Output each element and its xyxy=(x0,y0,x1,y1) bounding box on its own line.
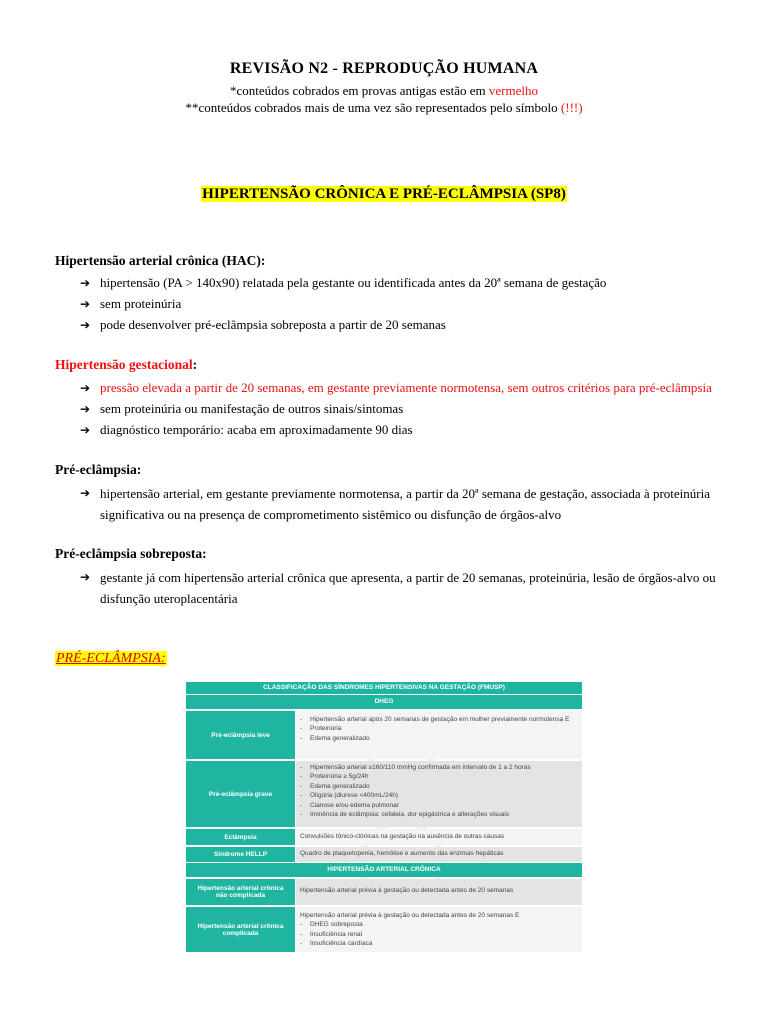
arrow-icon: ➔ xyxy=(80,423,91,437)
row-label-grave: Pré-eclâmpsia grave xyxy=(186,761,295,827)
list-item: ➔ hipertensão (PA > 140x90) relatada pela gestante ou identificada antes da 20ª semana de gestação xyxy=(80,272,606,294)
preeclampsia-subtitle: PRÉ-ECLÂMPSIA: xyxy=(56,651,166,666)
list-item: ➔ hipertensão arterial, em gestante previamente normotensa, a partir da 20ª semana de gestação, associada à proteinúria significativa ou na presença de comprometimento sistêmico ou disfunção de órgãos-alvo xyxy=(80,482,720,525)
table-group-hac: HIPERTENSÃO ARTERIAL CRÔNICA xyxy=(186,863,582,877)
row-content-eclampsia: Convulsões tônico-clônicas na gestação na ausência de outras causas xyxy=(296,829,582,845)
gestacional-heading: Hipertensão gestacional: xyxy=(55,357,198,372)
list-item: ➔ diagnóstico temporário: acaba em aproximadamente 90 dias xyxy=(80,419,413,441)
list-item: ➔ pode desenvolver pré-eclâmpsia sobreposta a partir de 20 semanas xyxy=(80,314,446,336)
list-item: ➔ pressão elevada a partir de 20 semanas, em gestante previamente normotensa, sem outros critérios para pré-eclâmpsia xyxy=(80,377,712,399)
row-content-grave: - Hipertensão arterial ≥160/110 mmHg confirmada em intervalo de 1 a 2 horas - Proteinúria ≥ 5g/24h - Edema generalizado - Oligúria (diurese <400mL/24h) - Cianose e/ou edema pulmonar - Iminência de eclâmpsia: cefaleia, dor epigástrica e alterações visuais xyxy=(296,761,582,827)
row-label-nao-complicada: Hipertensão arterial crônica não complicada xyxy=(186,879,295,905)
row-label-hellp: Síndrome HELLP xyxy=(186,847,295,862)
note-red-content: *conteúdos cobrados em provas antigas estão em vermelho xyxy=(230,83,538,98)
sobreposta-heading: Pré-eclâmpsia sobreposta: xyxy=(55,546,207,561)
arrow-icon: ➔ xyxy=(80,402,91,416)
hac-heading: Hipertensão arterial crônica (HAC): xyxy=(55,253,266,268)
table-title: CLASSIFICAÇÃO DAS SÍNDROMES HIPERTENSIVAS NA GESTAÇÃO (FMUSP) xyxy=(186,682,582,694)
list-item: ➔ sem proteinúria ou manifestação de outros sinais/sintomas xyxy=(80,398,403,420)
row-content-nao-complicada: Hipertensão arterial prévia à gestação ou detectada antes de 20 semanas xyxy=(296,879,582,905)
row-content-complicada: Hipertensão arterial prévia à gestação ou detectada antes de 20 semanas E - DHEG sobreposta - Insuficiência renal - Insuficiência cardíaca xyxy=(296,907,582,952)
section-title: HIPERTENSÃO CRÔNICA E PRÉ-ECLÂMPSIA (SP8) xyxy=(202,186,566,202)
arrow-icon: ➔ xyxy=(80,297,91,311)
arrow-icon: ➔ xyxy=(80,318,91,332)
arrow-icon: ➔ xyxy=(80,381,91,395)
document-title: REVISÃO N2 - REPRODUÇÃO HUMANA xyxy=(229,60,539,77)
row-content-hellp: Quadro de plaquetopenia, hemólise e aumento das enzimas hepáticas xyxy=(296,847,582,862)
arrow-icon: ➔ xyxy=(80,486,91,500)
table-group-dheg: DHEG xyxy=(186,695,582,709)
preeclampsia-heading: Pré-eclâmpsia: xyxy=(55,462,142,477)
classification-table xyxy=(186,682,582,952)
list-item: ➔ sem proteinúria xyxy=(80,293,181,315)
row-label-complicada: Hipertensão arterial crônica complicada xyxy=(186,907,295,952)
note-repeated-content: **conteúdos cobrados mais de uma vez são representados pelo símbolo (!!!) xyxy=(185,100,583,115)
arrow-icon: ➔ xyxy=(80,570,91,584)
list-item: ➔ gestante já com hipertensão arterial crônica que apresenta, a partir de 20 semanas, proteinúria, lesão de órgãos-alvo ou disfunção uteroplacentária xyxy=(80,566,720,609)
row-content-leve: - Hipertensão arterial após 20 semanas de gestação em mulher previamente normotensa E - Proteinúria - Edema generalizado xyxy=(296,711,582,759)
arrow-icon: ➔ xyxy=(80,276,91,290)
row-label-leve: Pré-eclâmpsia leve xyxy=(186,711,295,759)
row-label-eclampsia: Eclâmpsia xyxy=(186,829,295,845)
